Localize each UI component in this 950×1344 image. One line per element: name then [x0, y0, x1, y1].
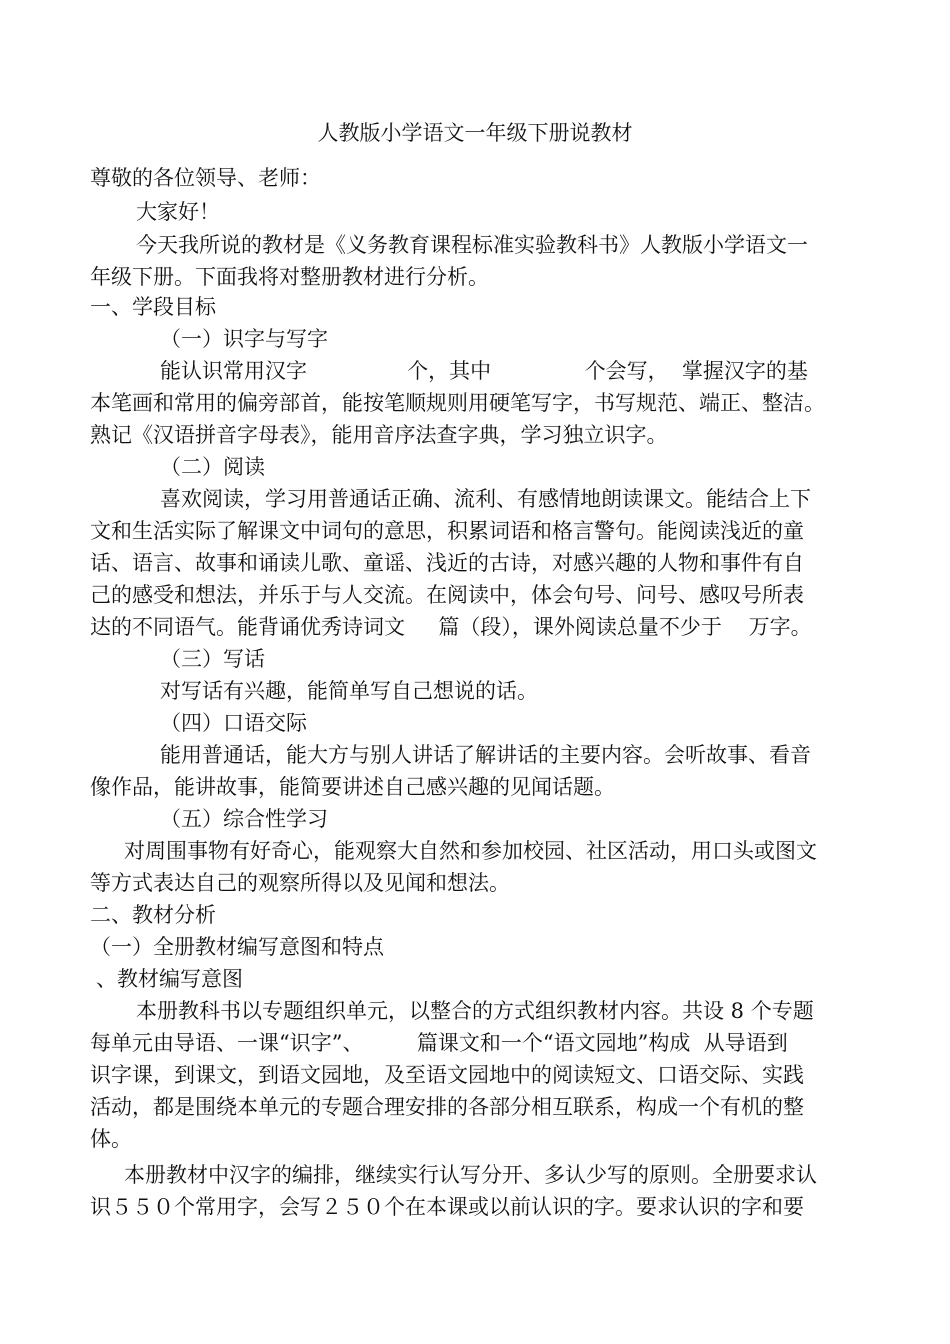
- section-heading: 一、学段目标: [90, 295, 216, 319]
- subsection-heading: （四）口语交际: [160, 711, 307, 735]
- paragraph-line: 己的感受和想法，并乐于与人交流。在阅读中，体会句号、问号、感叹号所表: [90, 583, 804, 607]
- subsection-heading: （三）写话: [160, 647, 265, 671]
- paragraph-line: 达的不同语气。能背诵优秀诗词文 篇（段），课外阅读总量不少于 万字。: [90, 615, 812, 639]
- subsection-heading: （一）全册教材编写意图和特点: [90, 935, 384, 959]
- paragraph-line: 能认识常用汉字 个，其中 个会写， 掌握汉字的基: [160, 359, 808, 383]
- paragraph-line: 活动，都是围绕本单元的专题合理安排的各部分相互联系，构成一个有机的整: [90, 1095, 804, 1119]
- section-heading: 二、教材分析: [90, 903, 216, 927]
- paragraph-line: 熟记《汉语拼音字母表》，能用音序法查字典，学习独立识字。: [90, 423, 668, 447]
- paragraph-line: 能用普通话，能大方与别人讲话了解讲话的主要内容。会听故事、看音: [160, 743, 811, 767]
- subsection-heading: （二）阅读: [160, 455, 265, 479]
- paragraph-line: 识５５０个常用字，会写２５０个在本课或以前认识的字。要求认识的字和要: [90, 1195, 804, 1219]
- paragraph-line: 等方式表达自己的观察所得以及见闻和想法。: [90, 871, 510, 895]
- item-heading: 、教材编写意图: [96, 967, 243, 991]
- paragraph-line: 本笔画和常用的偏旁部首，能按笔顺规则用硬笔写字，书写规范、端正、整洁。: [90, 391, 825, 415]
- paragraph-line: 对周围事物有好奇心，能观察大自然和参加校园、社区活动，用口头或图文: [124, 839, 817, 863]
- paragraph-line: 话、语言、故事和诵读儿歌、童谣、浅近的古诗，对感兴趣的人物和事件有自: [90, 551, 804, 575]
- intro-line: 今天我所说的教材是《义务教育课程标准实验教科书》人教版小学语文一: [136, 233, 808, 257]
- paragraph-line: 像作品，能讲故事，能简要讲述自己感兴趣的见闻话题。: [90, 775, 615, 799]
- paragraph-line: 本册教材中汉字的编排，继续实行认写分开、多认少写的原则。全册要求认: [124, 1163, 817, 1187]
- intro-line: 年级下册。下面我将对整册教材进行分析。: [90, 265, 489, 289]
- paragraph-line: 文和生活实际了解课文中词句的意思，积累词语和格言警句。能阅读浅近的童: [90, 519, 804, 543]
- paragraph-line: 本册教科书以专题组织单元，以整合的方式组织教材内容。共设 8 个专题: [136, 999, 814, 1023]
- paragraph-line: 每单元由导语、一课“识字”、 篇课文和一个“语文园地”构成 从导语到: [90, 1031, 788, 1055]
- paragraph-line: 体。: [90, 1127, 132, 1151]
- paragraph-line: 对写话有兴趣，能简单写自己想说的话。: [160, 679, 538, 703]
- subsection-heading: （五）综合性学习: [160, 807, 328, 831]
- greeting-line: 尊敬的各位领导、老师：: [90, 166, 321, 190]
- paragraph-line: 喜欢阅读，学习用普通话正确、流利、有感情地朗读课文。能结合上下: [160, 487, 811, 511]
- subsection-heading: （一）识字与写字: [160, 327, 328, 351]
- paragraph-line: 识字课，到课文，到语文园地，及至语文园地中的阅读短文、口语交际、实践: [90, 1063, 804, 1087]
- document-title: 人教版小学语文一年级下册说教材: [317, 121, 633, 145]
- hello-line: 大家好！: [136, 200, 220, 224]
